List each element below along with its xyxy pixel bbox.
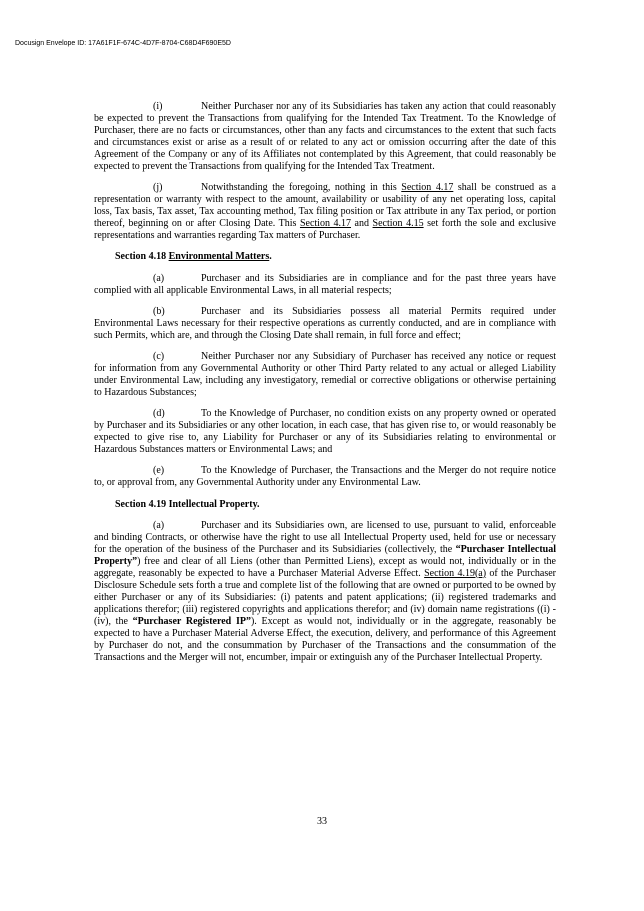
paragraph-text: of the Purchaser Disclosure Schedule sets forth a true and complete list of the following that are owned or purported to be owned by either Purchaser or any of its Subsidiaries: (i) patents and patent applications; (ii) registered trademarks and applications therefor; (iii) registered copyrights and applications therefor; and (iv) domain name registrations ((i) - (iv), the xyxy=(94,567,556,627)
paragraph-j xyxy=(94,182,556,242)
paragraph-a-ip xyxy=(94,520,556,664)
section-4-18-heading xyxy=(94,251,556,263)
paragraph-label: (i) xyxy=(153,101,163,112)
paragraph-text: Purchaser and its Subsidiaries own, are licensed to use, pursuant to valid, enforceable and binding Contracts, or otherwise have the right to use all Intellectual Property used, held for use or necessary for the operation of the business of the Purchaser and its Subsidiaries (collectively, the xyxy=(94,519,556,555)
document-page xyxy=(94,101,556,673)
section-reference-link: Section 4.17 xyxy=(401,182,454,194)
section-punct: . xyxy=(269,251,272,263)
paragraph-label: (c) xyxy=(153,350,165,362)
paragraph-text: Neither Purchaser nor any Subsidiary of Purchaser has received any notice or request for information from any Governmental Authority or other Third Party related to any actual or alleged Liability under Environmental Law, including any investigatory, remedial or corrective obligations or otherwise pertaining to Hazardous Substances; xyxy=(94,350,556,398)
section-number: Section 4.18 xyxy=(115,251,169,263)
section-reference-link: Section 4.15 xyxy=(372,218,424,230)
paragraph-d xyxy=(94,408,556,456)
paragraph-text: Purchaser and its Subsidiaries are in compliance and for the past three years have complied with all applicable Environmental Laws, in all material respects; xyxy=(94,272,556,296)
paragraph-i xyxy=(94,101,556,173)
paragraph-b xyxy=(94,306,556,342)
section-title: Environmental Matters xyxy=(168,251,270,263)
paragraph-label: (a) xyxy=(153,519,165,531)
paragraph-text: Notwithstanding the foregoing, nothing in this xyxy=(201,182,402,194)
paragraph-c xyxy=(94,351,556,399)
defined-term: “Purchaser Registered IP” xyxy=(132,615,251,627)
defined-term: “Purchaser Intellectual Property” xyxy=(94,543,556,567)
paragraph-text: ). Except as would not, individually or in the aggregate, reasonably be expected to have a Purchaser Material Adverse Effect, the execution, delivery, and performance of this Agreement by Purchaser do not, and the consummation by Purchaser of the Transactions and the consummation of the Transactions and the Merger will not, encumber, impair or extinguish any of the Purchaser Intellectual Property. xyxy=(94,615,556,663)
section-4-19-heading: Section 4.19 Intellectual Property. xyxy=(115,498,260,510)
paragraph-text: and xyxy=(351,218,373,230)
page-number: 33 xyxy=(317,816,327,827)
paragraph-label: (j) xyxy=(153,182,163,194)
section-reference-link: Section 4.19(a) xyxy=(424,567,487,579)
paragraph-e xyxy=(94,465,556,489)
paragraph-label: (d) xyxy=(153,408,165,420)
paragraph-text: ) free and clear of all Liens (other than Permitted Liens), except as would not, individually or in the aggregate, reasonably be expected to have a Purchaser Material Adverse Effect. xyxy=(94,555,556,579)
paragraph-text: To the Knowledge of Purchaser, the Transactions and the Merger do not require notice to, or approval from, any Governmental Authority under any Environmental Law. xyxy=(94,465,556,489)
paragraph-text: Neither Purchaser nor any of its Subsidiaries has taken any action that could reasonably be expected to prevent the Transactions from qualifying for the Intended Tax Treatment. To the Knowledge of Purchaser, there are no facts or circumstances, other than any facts and circumstances to the extent that such facts and circumstances exist or arise as a result of or related to any act or omission occurring after the date of this Agreement of the Company or any of its Affiliates not contemplated by this Agreement, that could reasonably be expected to prevent the Transactions from qualifying for the Intended Tax Treatment. xyxy=(94,101,556,172)
paragraph-text: set forth the sole and exclusive representations and warranties regarding Tax matters of Purchaser. xyxy=(94,218,556,242)
paragraph-label: (e) xyxy=(153,465,165,477)
paragraph-label: (a) xyxy=(153,272,165,284)
paragraph-text: Purchaser and its Subsidiaries possess all material Permits required under Environmental Laws necessary for their respective operations as currently conducted, and are in compliance with such Permits, which are, and through the Closing Date shall remain, in full force and effect; xyxy=(94,305,556,341)
envelope-id: Docusign Envelope ID: 17A61F1F-674C-4D7F-8704-C68D4F690E5D xyxy=(15,40,231,47)
paragraph-a xyxy=(94,273,556,297)
paragraph-text: shall be construed as a representation or warranty with respect to the amount, availability or usability of any net operating loss, capital loss, Tax basis, Tax asset, Tax accounting method, Tax filing position or Tax attribute in any Tax period, or portion thereof, beginning on or after Closing Date. This xyxy=(94,182,556,230)
paragraph-text: To the Knowledge of Purchaser, no condition exists on any property owned or operated by Purchaser and its Subsidiaries or any other location, in each case, that has given rise to, or would reasonably be expected to give rise to, any Liability for Purchaser or any of its Subsidiaries relating to environmental or Hazardous Substances matters or Environmental Laws; and xyxy=(94,408,556,456)
paragraph-label: (b) xyxy=(153,305,165,317)
section-reference-link: Section 4.17 xyxy=(299,218,351,230)
